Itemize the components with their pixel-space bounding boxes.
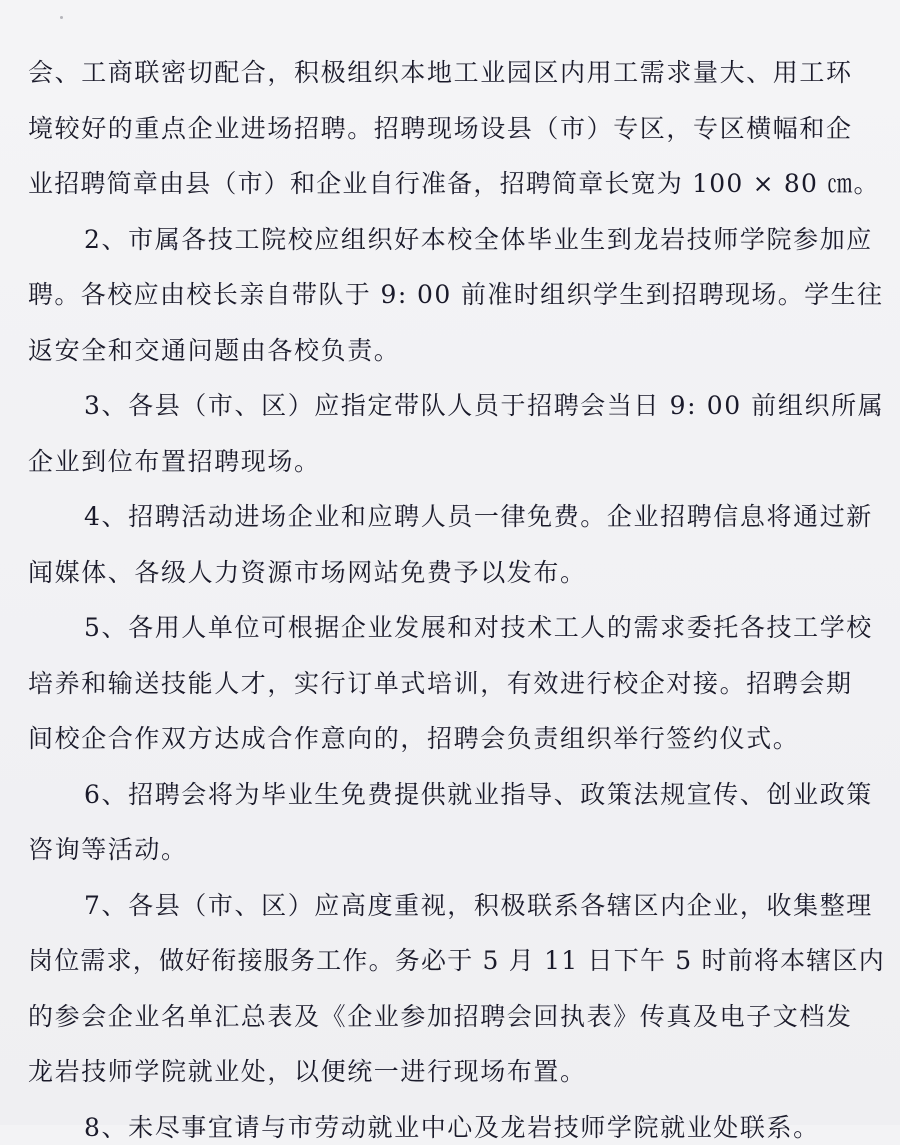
text-line: 间校企合作双方达成合作意向的，招聘会负责组织举行签约仪式。 (28, 724, 800, 753)
text-line: 的参会企业名单汇总表及《企业参加招聘会回执表》传真及电子文档发 (28, 1002, 853, 1031)
text-line: 企业到位布置招聘现场。 (28, 447, 321, 476)
text-line: 咨询等活动。 (28, 835, 188, 864)
text-line: 6、招聘会将为毕业生免费提供就业指导、政策法规宣传、创业政策 (84, 780, 873, 809)
text-line: 境较好的重点企业进场招聘。招聘现场设县（市）专区，专区横幅和企 (28, 114, 853, 143)
text-line: 业招聘简章由县（市）和企业自行准备，招聘简章长宽为 100 × 80 ㎝。 (28, 169, 880, 198)
text-line: 聘。各校应由校长亲自带队于 9: 00 前准时组织学生到招聘现场。学生往 (28, 280, 884, 309)
text-line: 龙岩技师学院就业处，以便统一进行现场布置。 (28, 1057, 587, 1086)
text-line: 7、各县（市、区）应高度重视，积极联系各辖区内企业，收集整理 (84, 891, 873, 920)
text-line: 培养和输送技能人才，实行订单式培训，有效进行校企对接。招聘会期 (28, 669, 853, 698)
text-line: 岗位需求，做好衔接服务工作。务必于 5 月 11 日下午 5 时前将本辖区内 (28, 946, 885, 975)
text-line: 返安全和交通问题由各校负责。 (28, 336, 401, 365)
text-line: 闻媒体、各级人力资源市场网站免费予以发布。 (28, 558, 587, 587)
text-line: 5、各用人单位可根据企业发展和对技术工人的需求委托各技工学校 (84, 613, 873, 642)
text-line: 3、各县（市、区）应指定带队人员于招聘会当日 9: 00 前组织所属 (84, 391, 885, 420)
text-line: 4、招聘活动进场企业和应聘人员一律免费。企业招聘信息将通过新 (84, 502, 873, 531)
text-line: 会、工商联密切配合，积极组织本地工业园区内用工需求量大、用工环 (28, 58, 853, 87)
text-line: 8、未尽事宜请与市劳动就业中心及龙岩技师学院就业处联系。 (84, 1113, 820, 1142)
text-line: 2、市属各技工院校应组织好本校全体毕业生到龙岩技师学院参加应 (84, 225, 873, 254)
